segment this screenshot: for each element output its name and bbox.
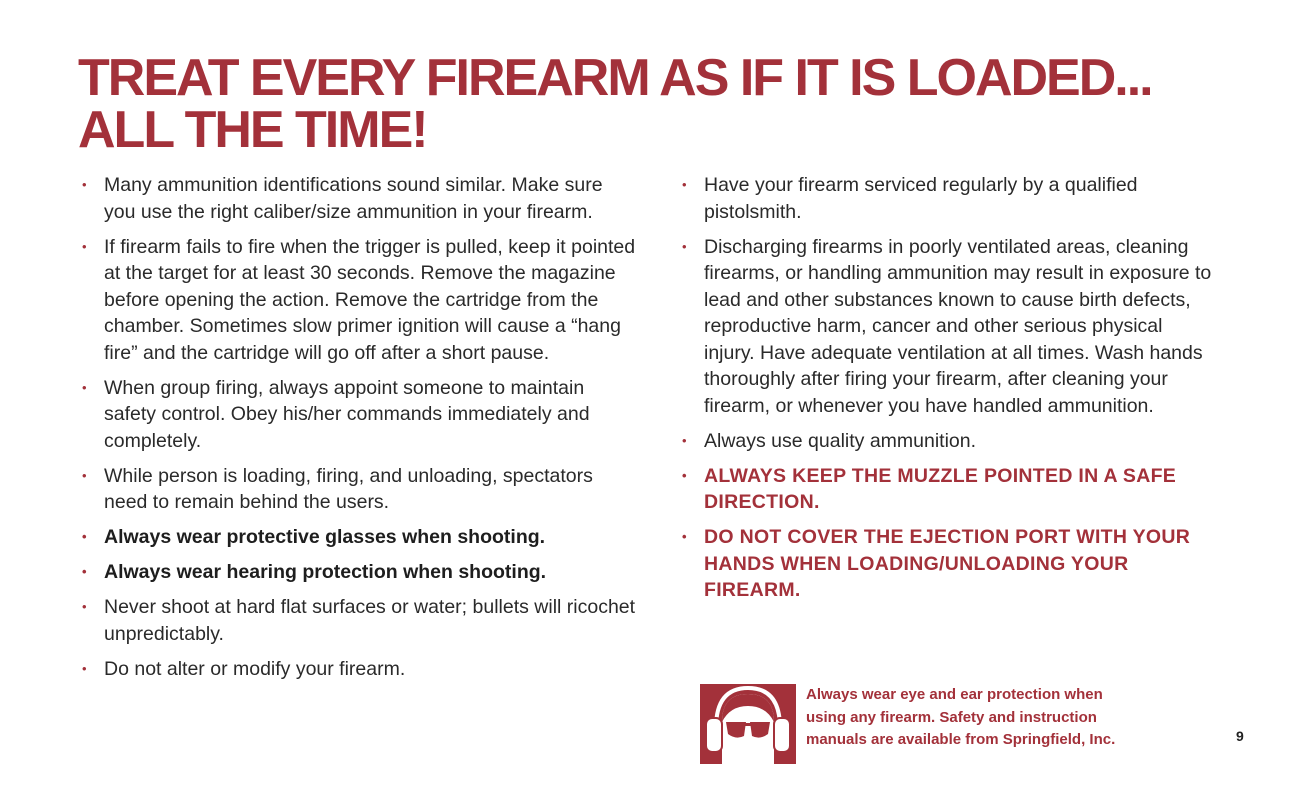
page-number: 9 bbox=[1236, 728, 1244, 744]
list-item: • Do not alter or modify your firearm. bbox=[78, 656, 638, 683]
left-bullet-list bbox=[78, 172, 638, 691]
list-item: • When group firing, always appoint someone to maintain safety control. Obey his/her commands immediately and completely. bbox=[78, 375, 638, 455]
list-item: • Discharging firearms in poorly ventilated areas, cleaning firearms, or handling ammunition may result in exposure to lead and other substances known to cause birth defects, reproductive harm, cancer and other serious physical injury. Have adequate ventilation at all times. Wash hands thoroughly after firing your firearm, after cleaning your firearm, or whenever you have handled ammunition. bbox=[678, 234, 1218, 420]
list-item: • Have your firearm serviced regularly by a qualified pistolsmith. bbox=[678, 172, 1218, 225]
list-item: • Never shoot at hard flat surfaces or water; bullets will ricochet unpredictably. bbox=[78, 594, 638, 647]
list-item: • While person is loading, firing, and unloading, spectators need to remain behind the users. bbox=[78, 463, 638, 516]
list-item: • Always wear hearing protection when shooting. bbox=[78, 559, 638, 586]
eye-ear-protection-icon bbox=[700, 684, 796, 764]
list-item: • Always use quality ammunition. bbox=[678, 428, 1218, 455]
list-item: • Always wear protective glasses when shooting. bbox=[78, 524, 638, 551]
list-item: • If firearm fails to fire when the trigger is pulled, keep it pointed at the target for at least 30 seconds. Remove the magazine before opening the action. Remove the cartridge from the chamber. Sometimes slow primer ignition will cause a “hang fire” and the cartridge will go off after a short pause. bbox=[78, 234, 638, 367]
notice-text: Always wear eye and ear protection when using any firearm. Safety and instruction manuals are available from Springfield, Inc. bbox=[806, 686, 1116, 748]
list-item: • DO NOT COVER THE EJECTION PORT WITH YOUR HANDS WHEN LOADING/UNLOADING YOUR FIREARM. bbox=[678, 524, 1218, 604]
title-line-2: ALL THE TIME! bbox=[78, 101, 427, 159]
list-item: • Many ammunition identifications sound similar. Make sure you use the right caliber/size ammunition in your firearm. bbox=[78, 172, 638, 225]
page-title bbox=[78, 49, 1278, 159]
list-item: • ALWAYS KEEP THE MUZZLE POINTED IN A SAFE DIRECTION. bbox=[678, 463, 1218, 516]
protection-notice bbox=[700, 684, 1140, 764]
right-bullet-list bbox=[678, 172, 1218, 612]
title-line-1: TREAT EVERY FIREARM AS IF IT IS LOADED... bbox=[78, 49, 1152, 107]
